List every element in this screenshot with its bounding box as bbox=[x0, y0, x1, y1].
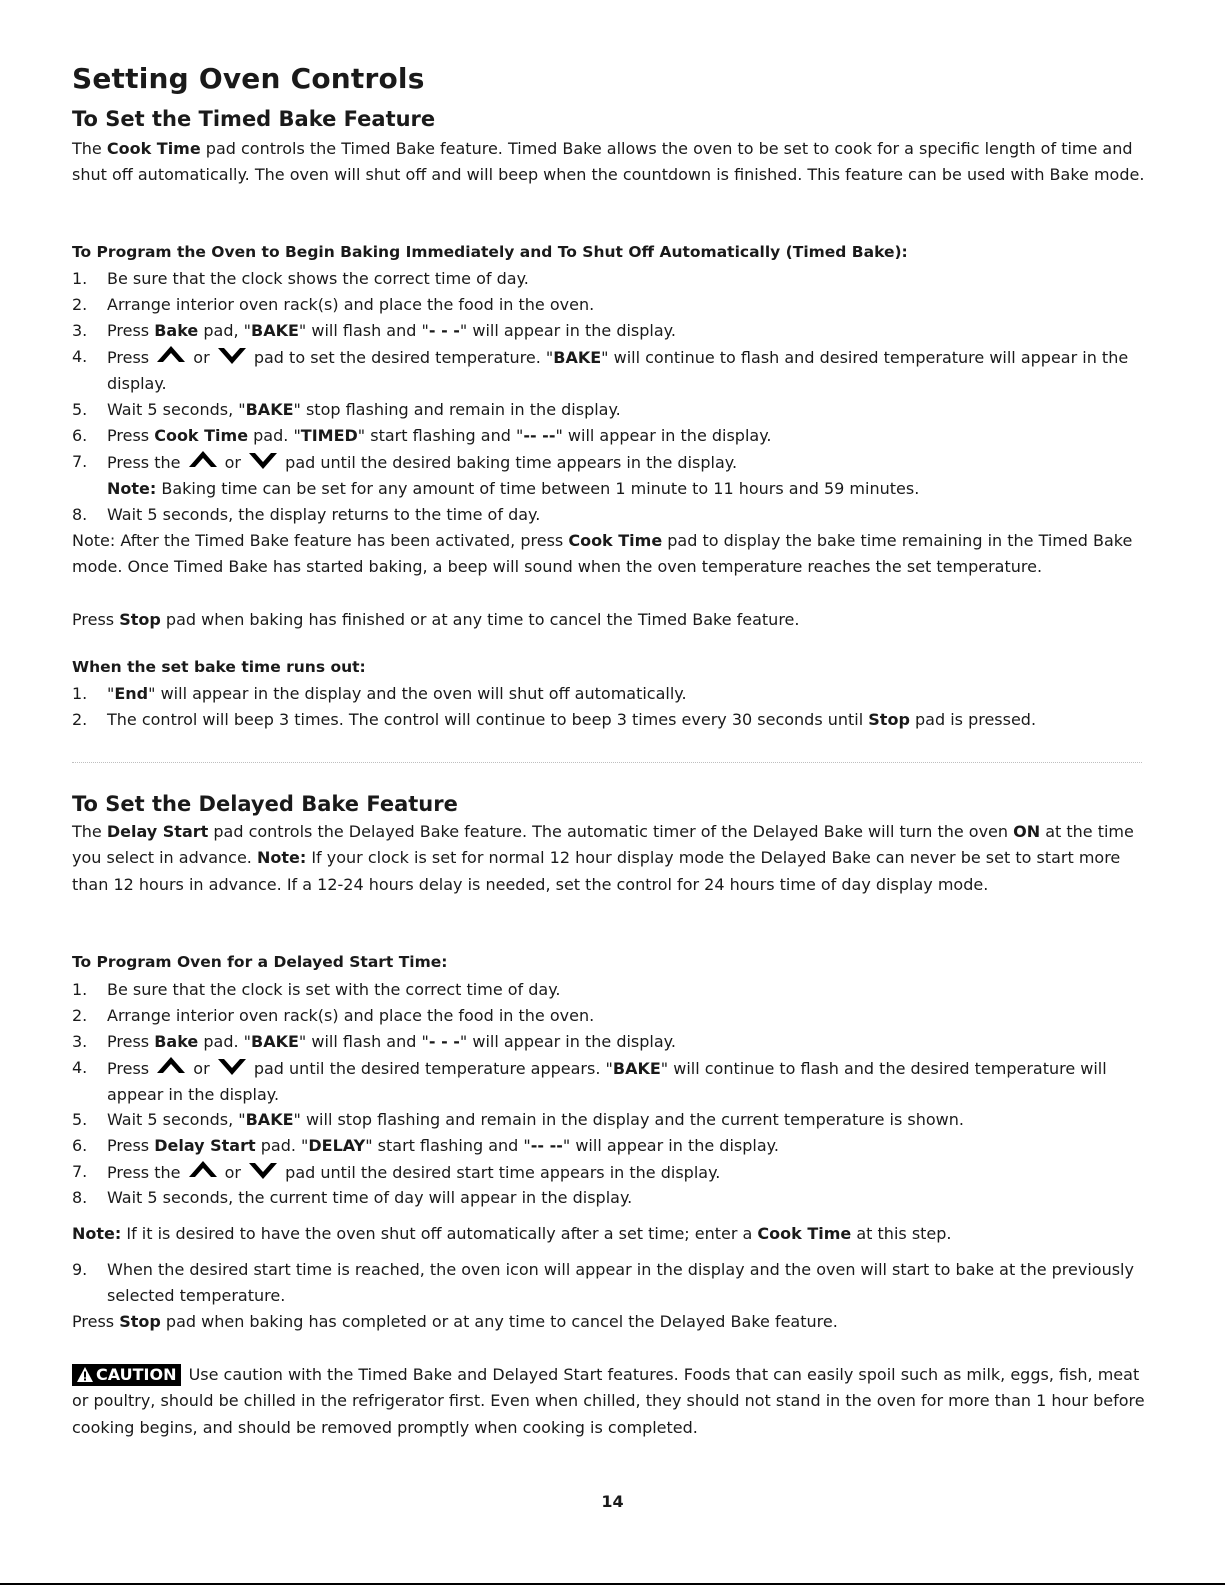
step-text: Arrange interior oven rack(s) and place the food in the oven. bbox=[107, 1006, 595, 1025]
runs-out-item bbox=[72, 681, 1152, 707]
timed-bake-program-heading: To Program the Oven to Begin Baking Immediately and To Shut Off Automatically (Timed Bake): bbox=[72, 243, 908, 261]
step-text: Press Bake pad, "BAKE" will flash and "- - -" will appear in the display. bbox=[107, 321, 676, 340]
delayed-bake-heading: To Set the Delayed Bake Feature bbox=[72, 792, 458, 816]
page-title: Setting Oven Controls bbox=[72, 62, 425, 95]
emphasis-text: - - - bbox=[428, 321, 460, 340]
timed-step bbox=[72, 266, 1152, 292]
step-number: 6. bbox=[72, 426, 88, 445]
step-number: 3. bbox=[72, 321, 88, 340]
warning-triangle-icon bbox=[77, 1366, 93, 1381]
step-text: "End" will appear in the display and the oven will shut off automatically. bbox=[107, 684, 687, 703]
delayed-step bbox=[72, 977, 1152, 1003]
down-arrow-icon bbox=[246, 1159, 280, 1181]
timed-bake-intro: The Cook Time pad controls the Timed Bake feature. Timed Bake allows the oven to be set to cook for a specific length of time and shut off automatically. The oven will shut off and will beep when the countdown is finished. This feature can be used with Bake mode. bbox=[72, 139, 1145, 185]
down-arrow-icon bbox=[215, 1055, 249, 1077]
timed-step7-note: Note: Baking time can be set for any amount of time between 1 minute to 11 hours and 59 minutes. bbox=[107, 479, 920, 498]
step-number: 5. bbox=[72, 400, 88, 419]
emphasis-text: Bake bbox=[154, 321, 199, 340]
step-number: 7. bbox=[72, 452, 88, 471]
step-text: When the desired start time is reached, the oven icon will appear in the display and the oven will start to bake at the previously selected temperature. bbox=[107, 1260, 1134, 1306]
step-text: Wait 5 seconds, the current time of day will appear in the display. bbox=[107, 1188, 633, 1207]
emphasis-text: Cook Time bbox=[154, 426, 249, 445]
step-text: Press or pad until the desired temperature appears. "BAKE" will continue to flash and the desired temperature will appear in the display. bbox=[107, 1055, 1152, 1109]
step-number: 1. bbox=[72, 684, 88, 703]
emphasis-text: Note: bbox=[72, 1224, 122, 1243]
emphasis-text: Delay Start bbox=[106, 822, 209, 841]
step-number: 1. bbox=[72, 269, 88, 288]
step-text: Be sure that the clock shows the correct time of day. bbox=[107, 269, 529, 288]
delayed-step bbox=[72, 1029, 1152, 1055]
caution-block bbox=[72, 1362, 1157, 1441]
section-divider bbox=[72, 762, 1142, 763]
up-arrow-icon bbox=[186, 1159, 220, 1181]
up-arrow-icon bbox=[154, 1055, 188, 1077]
step-number: 1. bbox=[72, 980, 88, 999]
emphasis-text: Delay Start bbox=[154, 1136, 256, 1155]
step-text: Press the or pad until the desired baking time appears in the display. bbox=[107, 449, 1152, 476]
delayed-bake-intro: The Delay Start pad controls the Delayed Bake feature. The automatic timer of the Delayed Bake will turn the oven ON at the time you select in advance. Note: If your clock is set for normal 12 hour display mode the Delayed Bake can never be set to start more than 12 hours in advance. If a 12-24 hours delay is needed, set the control for 24 hours time of day display mode. bbox=[72, 822, 1134, 894]
step-number: 2. bbox=[72, 1006, 88, 1025]
runs-out-heading: When the set bake time runs out: bbox=[72, 658, 366, 676]
delayed-step bbox=[72, 1185, 1152, 1211]
delayed-step bbox=[72, 1257, 1152, 1310]
emphasis-text: Cook Time bbox=[568, 531, 663, 550]
step-text: Wait 5 seconds, the display returns to the time of day. bbox=[107, 505, 541, 524]
step-text: Wait 5 seconds, "BAKE" stop flashing and remain in the display. bbox=[107, 400, 621, 419]
emphasis-text: Bake bbox=[154, 1032, 199, 1051]
step-text: Wait 5 seconds, "BAKE" will stop flashing and remain in the display and the current temperature is shown. bbox=[107, 1110, 964, 1129]
step-number: 5. bbox=[72, 1110, 88, 1129]
timed-step bbox=[72, 292, 1152, 318]
step-text: Press the or pad until the desired start time appears in the display. bbox=[107, 1159, 1152, 1186]
timed-step bbox=[72, 502, 1152, 528]
emphasis-text: Note: bbox=[256, 848, 307, 868]
step-number: 2. bbox=[72, 710, 88, 729]
emphasis-text: DELAY bbox=[308, 1136, 366, 1155]
down-arrow-icon bbox=[246, 449, 280, 471]
emphasis-text: ON bbox=[1013, 822, 1041, 841]
down-arrow-icon bbox=[215, 344, 249, 366]
timed-stop-line: Press Stop pad when baking has finished or at any time to cancel the Timed Bake feature. bbox=[72, 610, 800, 629]
step-text: Be sure that the clock is set with the correct time of day. bbox=[107, 980, 561, 999]
step-text: Press or pad to set the desired temperature. "BAKE" will continue to flash and desired temperature will appear in the display. bbox=[107, 344, 1152, 398]
timed-bake-heading: To Set the Timed Bake Feature bbox=[72, 107, 436, 131]
emphasis-text: BAKE bbox=[251, 1032, 299, 1051]
timed-step bbox=[72, 449, 1152, 476]
runs-out-item bbox=[72, 707, 1152, 733]
emphasis-text: -- -- bbox=[530, 1136, 563, 1155]
step-number: 2. bbox=[72, 295, 88, 314]
step-text: The control will beep 3 times. The control will continue to beep 3 times every 30 seconds until Stop pad is pressed. bbox=[107, 710, 1037, 729]
step-number: 7. bbox=[72, 1162, 88, 1181]
emphasis-text: Note: bbox=[107, 479, 157, 498]
emphasis-text: BAKE bbox=[612, 1059, 661, 1078]
emphasis-text: BAKE bbox=[553, 348, 602, 367]
emphasis-text: - - - bbox=[428, 1032, 460, 1051]
emphasis-text: Cook Time bbox=[757, 1224, 852, 1243]
emphasis-text: BAKE bbox=[251, 321, 299, 340]
emphasis-text: Stop bbox=[868, 710, 910, 729]
caution-label: CAUTION bbox=[96, 1365, 177, 1384]
emphasis-text: Cook Time bbox=[106, 139, 201, 158]
emphasis-text: TIMED bbox=[300, 426, 358, 445]
step-text: Press Delay Start pad. "DELAY" start flashing and "-- --" will appear in the display. bbox=[107, 1136, 779, 1155]
step-text: Press Cook Time pad. "TIMED" start flashing and "-- --" will appear in the display. bbox=[107, 426, 772, 445]
emphasis-text: -- -- bbox=[523, 426, 556, 445]
step-number: 4. bbox=[72, 1058, 88, 1077]
step-text: Arrange interior oven rack(s) and place the food in the oven. bbox=[107, 295, 595, 314]
delayed-program-heading: To Program Oven for a Delayed Start Time: bbox=[72, 953, 448, 971]
caution-badge bbox=[72, 1364, 181, 1386]
delayed-stop-line: Press Stop pad when baking has completed or at any time to cancel the Delayed Bake feature. bbox=[72, 1312, 838, 1331]
timed-after-note: Note: After the Timed Bake feature has been activated, press Cook Time pad to display the bake time remaining in the Timed Bake mode. Once Timed Bake has started baking, a beep will sound when the oven temperature reaches the set temperature. bbox=[72, 531, 1133, 577]
step-text: Press Bake pad. "BAKE" will flash and "- - -" will appear in the display. bbox=[107, 1032, 676, 1051]
emphasis-text: Stop bbox=[119, 1312, 161, 1331]
timed-step bbox=[72, 344, 1152, 398]
step-number: 4. bbox=[72, 347, 88, 366]
timed-step bbox=[72, 318, 1152, 344]
delayed-step bbox=[72, 1133, 1152, 1159]
delayed-step bbox=[72, 1159, 1152, 1186]
caution-text: Use caution with the Timed Bake and Delayed Start features. Foods that can easily spoil such as milk, eggs, fish, meat or poultry, should be chilled in the refrigerator first. Even when chilled, they should not stand in the oven for more than 1 hour before cooking begins, and should be removed promptly when cooking is completed. bbox=[72, 1365, 1145, 1437]
up-arrow-icon bbox=[154, 344, 188, 366]
timed-step bbox=[72, 397, 1152, 423]
step-number: 9. bbox=[72, 1260, 88, 1279]
delayed-step bbox=[72, 1107, 1152, 1133]
delayed-step bbox=[72, 1003, 1152, 1029]
delayed-step bbox=[72, 1055, 1152, 1109]
emphasis-text: BAKE bbox=[245, 400, 294, 419]
step-number: 3. bbox=[72, 1032, 88, 1051]
step-number: 6. bbox=[72, 1136, 88, 1155]
up-arrow-icon bbox=[186, 449, 220, 471]
page-number: 14 bbox=[601, 1492, 624, 1511]
emphasis-text: Stop bbox=[119, 610, 161, 629]
timed-step bbox=[72, 423, 1152, 449]
step-number: 8. bbox=[72, 1188, 88, 1207]
delayed-note: Note: If it is desired to have the oven shut off automatically after a set time; enter a Cook Time at this step. bbox=[72, 1224, 952, 1243]
emphasis-text: End bbox=[114, 684, 149, 703]
emphasis-text: BAKE bbox=[245, 1110, 294, 1129]
step-number: 8. bbox=[72, 505, 88, 524]
